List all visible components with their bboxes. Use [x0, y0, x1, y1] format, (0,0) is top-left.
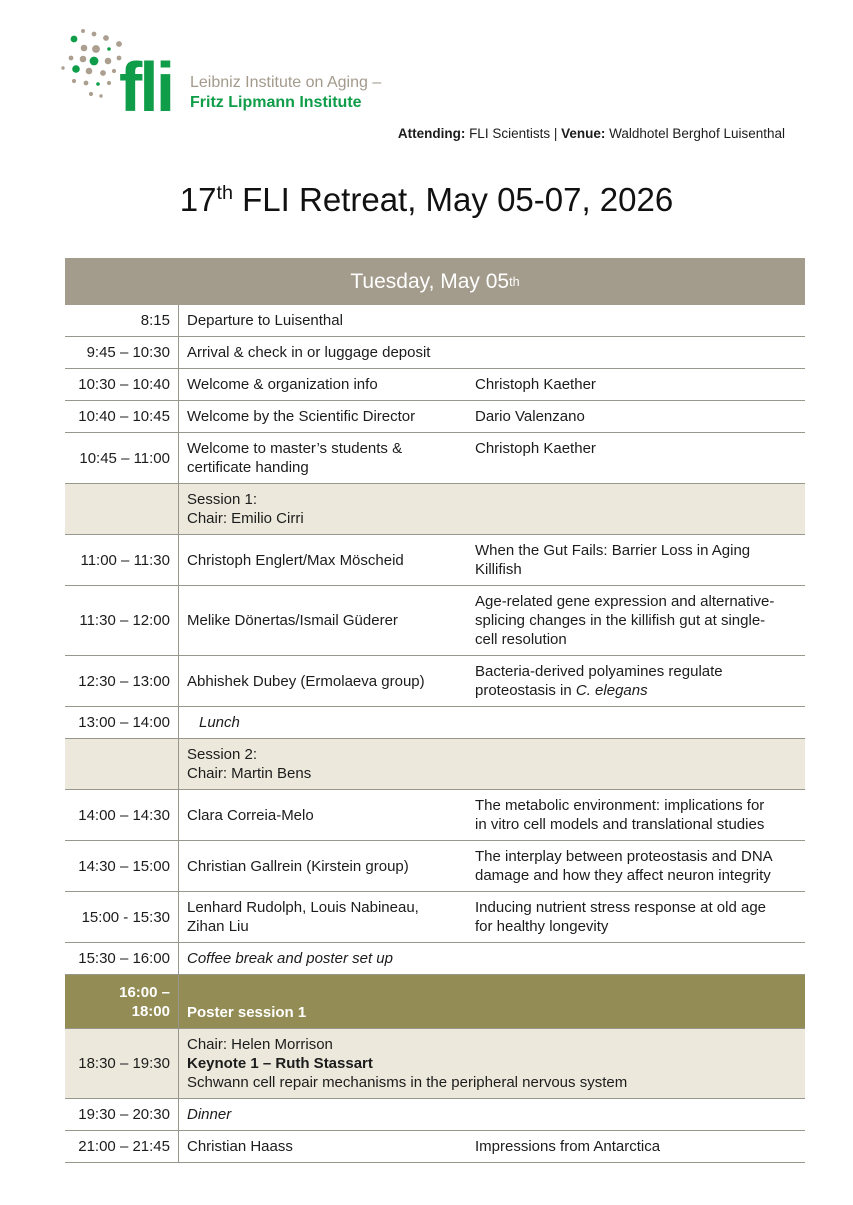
schedule-table: [65, 258, 805, 1163]
title-cell: Impressions from Antarctica: [475, 1138, 661, 1155]
time-cell: 15:30 – 16:00: [78, 950, 170, 967]
time-cell: 10:40 – 10:45: [78, 408, 170, 425]
title-cell: Bacteria-derived polyamines regulate proteostasis in C. elegans: [475, 663, 723, 699]
schedule-row: [65, 305, 805, 337]
schedule-row: [65, 337, 805, 369]
title-cell: Inducing nutrient stress response at old age for healthy longevity: [475, 899, 767, 935]
schedule-row: [65, 790, 805, 841]
title-cell: The interplay between proteostasis and DNA damage and how they affect neuron integrity: [475, 848, 773, 884]
schedule-row: [65, 739, 805, 790]
description-cell: Welcome to master’s students & certificate handing: [178, 433, 465, 483]
title-cell: [465, 707, 805, 738]
title-cell: Christoph Kaether: [475, 440, 596, 457]
time-cell: 21:00 – 21:45: [78, 1138, 170, 1155]
time-cell: 16:00 – 18:00: [119, 983, 170, 1020]
title-cell: When the Gut Fails: Barrier Loss in Aging Killifish: [475, 542, 751, 578]
title-cell: The metabolic environment: implications for in vitro cell models and translational studies: [475, 797, 765, 833]
description-cell: Lenhard Rudolph, Louis Nabineau, Zihan Liu: [178, 892, 465, 942]
title-cell: [465, 1099, 805, 1130]
time-cell: 10:30 – 10:40: [78, 376, 170, 393]
schedule-row: [65, 892, 805, 943]
time-cell: 19:30 – 20:30: [78, 1106, 170, 1123]
description-cell: Welcome & organization info: [178, 369, 465, 400]
institute-name: [190, 73, 381, 112]
description-cell: Christoph Englert/Max Möscheid: [178, 535, 465, 585]
time-cell: 14:30 – 15:00: [78, 857, 170, 875]
title-number: 17: [179, 181, 217, 218]
title-ordinal-sup: th: [216, 182, 233, 204]
description-cell: Lunch: [178, 707, 465, 738]
title-cell: Age-related gene expression and alternative- splicing changes in the killifish gut at single- cell resolution: [475, 593, 775, 648]
attending-venue-line: [398, 126, 785, 141]
schedule-row: [65, 401, 805, 433]
schedule-row: [65, 484, 805, 535]
time-cell: 12:30 – 13:00: [78, 672, 170, 690]
venue-value: Waldhotel Berghof Luisenthal: [605, 126, 785, 141]
title-text: FLI Retreat, May 05-07, 2026: [232, 181, 674, 218]
title-cell: [465, 305, 805, 336]
time-cell: 18:30 – 19:30: [78, 1055, 170, 1072]
description-cell: Arrival & check in or luggage deposit: [178, 337, 465, 368]
attending-value: FLI Scientists |: [465, 126, 562, 141]
description-cell: Melike Dönertas/Ismail Güderer: [178, 586, 465, 655]
schedule-row: [65, 369, 805, 401]
time-cell: 11:00 – 11:30: [80, 551, 170, 569]
fli-wordmark: fli: [119, 48, 173, 126]
description-cell: Welcome by the Scientific Director: [178, 401, 465, 432]
time-cell: 9:45 – 10:30: [86, 344, 170, 361]
description-cell: Session 1: Chair: Emilio Cirri: [178, 484, 805, 534]
day-header: Tuesday, May 05 th: [65, 258, 805, 305]
attending-label: Attending:: [397, 126, 466, 141]
schedule-row: [65, 841, 805, 892]
schedule-row: [65, 707, 805, 739]
description-cell: Abhishek Dubey (Ermolaeva group): [178, 656, 465, 706]
title-cell: [465, 943, 805, 974]
description-cell: Chair: Helen Morrison Keynote 1 – Ruth Stassart Schwann cell repair mechanisms in the peripheral nervous system: [178, 1029, 805, 1098]
title-cell: [465, 337, 805, 368]
time-cell: 8:15: [140, 312, 170, 329]
schedule-rows: [65, 305, 805, 1163]
institute-line2: Fritz Lipmann Institute: [190, 93, 362, 111]
fli-logo-dots-icon: [56, 26, 124, 100]
schedule-row: [65, 535, 805, 586]
day-header-text: Tuesday, May 05: [350, 269, 510, 293]
time-cell: 10:45 – 11:00: [79, 449, 170, 467]
title-cell: Dario Valenzano: [475, 408, 585, 425]
schedule-row: [65, 586, 805, 656]
page-title: [0, 181, 853, 219]
fli-logo: [0, 0, 853, 126]
time-cell: 14:00 – 14:30: [78, 806, 170, 824]
description-cell: Christian Gallrein (Kirstein group): [178, 841, 465, 891]
time-cell: [65, 484, 178, 534]
time-cell: 11:30 – 12:00: [79, 612, 170, 629]
schedule-row: [65, 943, 805, 975]
description-cell: Poster session 1: [178, 975, 805, 1028]
description-cell: Clara Correia-Melo: [178, 790, 465, 840]
time-cell: 15:00 - 15:30: [81, 908, 170, 926]
schedule-row: [65, 656, 805, 707]
description-cell: Coffee break and poster set up: [178, 943, 465, 974]
description-cell: Dinner: [178, 1099, 465, 1130]
institute-line1: Leibniz Institute on Aging –: [190, 74, 382, 91]
description-cell: Christian Haass: [178, 1131, 465, 1162]
schedule-row: [65, 1029, 805, 1099]
schedule-row: [65, 975, 805, 1029]
time-cell: [65, 739, 178, 789]
schedule-row: [65, 1131, 805, 1163]
venue-label: Venue:: [561, 126, 606, 141]
time-cell: 13:00 – 14:00: [78, 714, 170, 731]
description-cell: Session 2: Chair: Martin Bens: [178, 739, 805, 789]
title-cell: Christoph Kaether: [475, 376, 596, 393]
schedule-row: [65, 1099, 805, 1131]
schedule-row: [65, 433, 805, 484]
description-cell: Departure to Luisenthal: [178, 305, 465, 336]
